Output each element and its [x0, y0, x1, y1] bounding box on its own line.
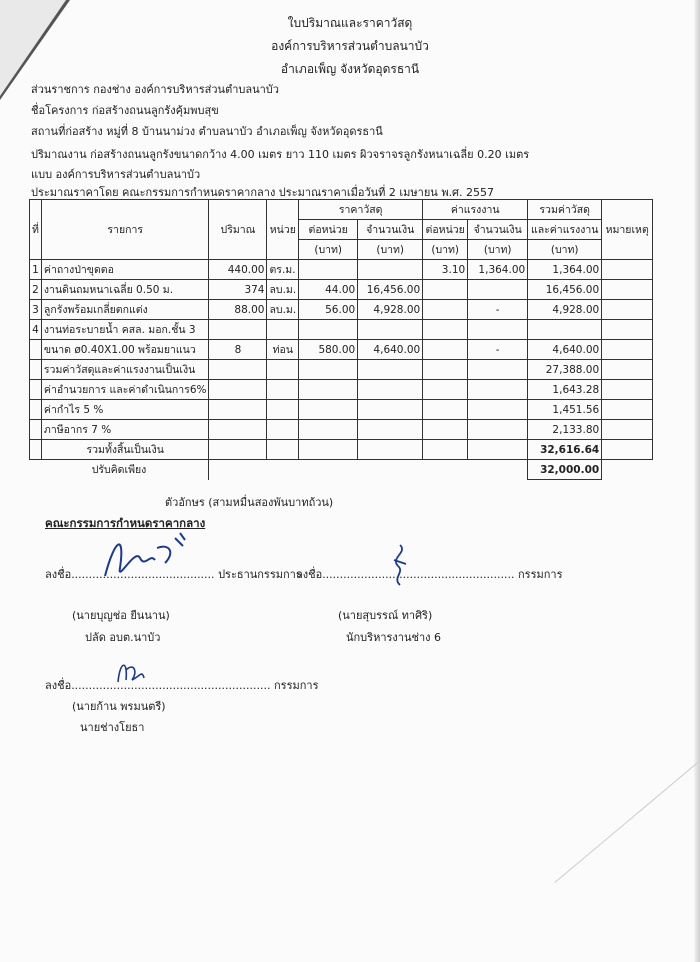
role-member: กรรมการ [274, 679, 319, 692]
row-item: ขนาด ø0.40X1.00 พร้อมยาแนว [41, 340, 209, 360]
header-total-l2: และค่าแรงงาน [528, 220, 602, 240]
row-total: 16,456.00 [528, 280, 602, 300]
summary-total: 1,643.28 [528, 380, 602, 400]
row-remark [602, 280, 653, 300]
row-total: 4,640.00 [528, 340, 602, 360]
header-total-l1: รวมค่าวัสดุ [528, 200, 602, 220]
estimated-by-line: ประมาณราคาโดย คณะกรรมการกำหนดราคากลาง ประมาณราคาเมื่อวันที่ 2 เมษายน พ.ศ. 2557 [31, 186, 495, 199]
header-baht: (บาท) [423, 240, 468, 260]
row-material-amount: 4,640.00 [358, 340, 423, 360]
row-qty: 440.00 [209, 260, 267, 280]
sign-dots: ......................................................... [71, 679, 271, 692]
grand-total-row [30, 440, 653, 460]
summary-row [30, 420, 653, 440]
grand-total-value: 32,616.64 [528, 440, 602, 460]
header-item: รายการ [41, 200, 209, 260]
row-labor-unit [423, 280, 468, 300]
member3-title: นายช่างโยธา [80, 721, 145, 734]
row-labor-amount [468, 280, 528, 300]
summary-total: 1,451.56 [528, 400, 602, 420]
bill-of-quantities-table [29, 199, 653, 480]
summary-label: ค่ากำไร 5 % [41, 400, 209, 420]
row-labor-amount: - [468, 340, 528, 360]
header-baht: (บาท) [299, 240, 358, 260]
header-baht: (บาท) [528, 240, 602, 260]
grand-total-label: รวมทั้งสิ้นเป็นเงิน [41, 440, 209, 460]
table-row [30, 280, 653, 300]
chair-name: (นายบุญช่อ ยืนนาน) [72, 609, 170, 622]
row-remark [602, 260, 653, 280]
location-line: สถานที่ก่อสร้าง หมู่ที่ 8 บ้านนาม่วง ตำบลนาบัว อำเภอเพ็ญ จังหวัดอุดรธานี [31, 125, 383, 138]
amount-in-words: ตัวอักษร (สามหมื่นสองพันบาทถ้วน) [165, 496, 334, 509]
district-name: อำเภอเพ็ญ จังหวัดอุดรธานี [280, 62, 420, 76]
summary-total: 2,133.80 [528, 420, 602, 440]
row-material-amount: 4,928.00 [358, 300, 423, 320]
header-unit: หน่วย [267, 200, 299, 260]
agency-line: ส่วนราชการ กองช่าง องค์การบริหารส่วนตำบลนาบัว [31, 83, 279, 96]
rounded-label: ปรับคิดเพียง [30, 460, 209, 480]
rounded-value: 32,000.00 [528, 460, 602, 480]
row-material-amount [358, 260, 423, 280]
row-item: งานดินถมหนาเฉลี่ย 0.50 ม. [41, 280, 209, 300]
signature-member3 [110, 652, 150, 692]
summary-label: ค่าอำนวยการ และค่าดำเนินการ6% [41, 380, 209, 400]
row-remark [602, 340, 653, 360]
table-row [30, 340, 653, 360]
header-baht: (บาท) [468, 240, 528, 260]
row-labor-amount [468, 320, 528, 340]
row-unit: ลบ.ม. [267, 280, 299, 300]
header-remark: หมายเหตุ [602, 200, 653, 260]
rounded-total-row [30, 460, 653, 480]
project-line: ชื่อโครงการ ก่อสร้างถนนลูกรังคุ้มพบสุข [31, 104, 219, 117]
header-material-amount: จำนวนเงิน [358, 220, 423, 240]
row-material-unit: 56.00 [299, 300, 358, 320]
row-no: 4 [30, 320, 42, 340]
header-no: ที่ [30, 200, 42, 260]
document-title: ใบปริมาณและราคาวัสดุ [287, 16, 413, 30]
sign-dots: ......................................... [71, 568, 215, 581]
member2-name: (นายสุบรรณ์ ทาศิริ) [338, 609, 433, 622]
table-row [30, 260, 653, 280]
signature-member2 [380, 540, 420, 590]
row-qty: 88.00 [209, 300, 267, 320]
row-total: 4,928.00 [528, 300, 602, 320]
row-unit: ตร.ม. [267, 260, 299, 280]
signature-line-member2 [296, 565, 562, 583]
table-row [30, 300, 653, 320]
header-labor-amount: จำนวนเงิน [468, 220, 528, 240]
summary-row [30, 400, 653, 420]
summary-row [30, 360, 653, 380]
row-total [528, 320, 602, 340]
member3-name: (นายก้าน พรมนตรี) [72, 700, 166, 713]
row-item: ลูกรังพร้อมเกลี่ยตกแต่ง [41, 300, 209, 320]
header-baht: (บาท) [358, 240, 423, 260]
row-remark [602, 300, 653, 320]
row-labor-unit [423, 300, 468, 320]
row-total: 1,364.00 [528, 260, 602, 280]
row-qty: 374 [209, 280, 267, 300]
row-labor-unit [423, 320, 468, 340]
header-material-unit: ต่อหน่วย [299, 220, 358, 240]
sign-label: ลงชื่อ [296, 568, 323, 581]
summary-label: รวมค่าวัสดุและค่าแรงงานเป็นเงิน [41, 360, 209, 380]
row-remark [602, 320, 653, 340]
row-material-amount [358, 320, 423, 340]
role-member: กรรมการ [518, 568, 563, 581]
header-qty: ปริมาณ [209, 200, 267, 260]
member2-title: นักบริหารงานช่าง 6 [346, 631, 441, 644]
chair-title: ปลัด อบต.นาบัว [85, 631, 161, 644]
row-labor-unit: 3.10 [423, 260, 468, 280]
row-material-unit [299, 260, 358, 280]
row-unit: ลบ.ม. [267, 300, 299, 320]
table-row [30, 320, 653, 340]
row-material-unit [299, 320, 358, 340]
header-labor: ค่าแรงงาน [423, 200, 528, 220]
signature-chair [95, 528, 195, 588]
paper-crease [554, 760, 700, 883]
header-labor-unit: ต่อหน่วย [423, 220, 468, 240]
row-qty: 8 [209, 340, 267, 360]
sign-dots: ....................................................... [322, 568, 515, 581]
row-material-amount: 16,456.00 [358, 280, 423, 300]
row-item: ค่าถางป่าขุดตอ [41, 260, 209, 280]
row-no: 1 [30, 260, 42, 280]
row-unit [267, 320, 299, 340]
row-no: 2 [30, 280, 42, 300]
summary-total: 27,388.00 [528, 360, 602, 380]
row-no: 3 [30, 300, 42, 320]
role-chair: ประธานกรรมการ [218, 568, 302, 581]
row-unit: ท่อน [267, 340, 299, 360]
organization-name: องค์การบริหารส่วนตำบลนาบัว [271, 39, 429, 53]
row-material-unit: 580.00 [299, 340, 358, 360]
header-material: ราคาวัสดุ [299, 200, 423, 220]
row-labor-amount: - [468, 300, 528, 320]
page-edge [694, 0, 700, 962]
signature-line-member3 [45, 676, 318, 694]
row-qty [209, 320, 267, 340]
row-no [30, 340, 42, 360]
row-item: งานท่อระบายน้ำ คสล. มอก.ชั้น 3 [41, 320, 209, 340]
design-line: แบบ องค์การบริหารส่วนตำบลนาบัว [31, 168, 201, 181]
row-labor-amount: 1,364.00 [468, 260, 528, 280]
sign-label: ลงชื่อ [45, 679, 72, 692]
committee-heading: คณะกรรมการกำหนดราคากลาง [45, 516, 206, 530]
scope-line: ปริมาณงาน ก่อสร้างถนนลูกรังขนาดกว้าง 4.00 เมตร ยาว 110 เมตร ผิวจราจรลูกรังหนาเฉลี่ย 0.20 เมตร [31, 148, 530, 161]
row-material-unit: 44.00 [299, 280, 358, 300]
summary-label: ภาษีอากร 7 % [41, 420, 209, 440]
row-labor-unit [423, 340, 468, 360]
summary-row [30, 380, 653, 400]
sign-label: ลงชื่อ [45, 568, 72, 581]
